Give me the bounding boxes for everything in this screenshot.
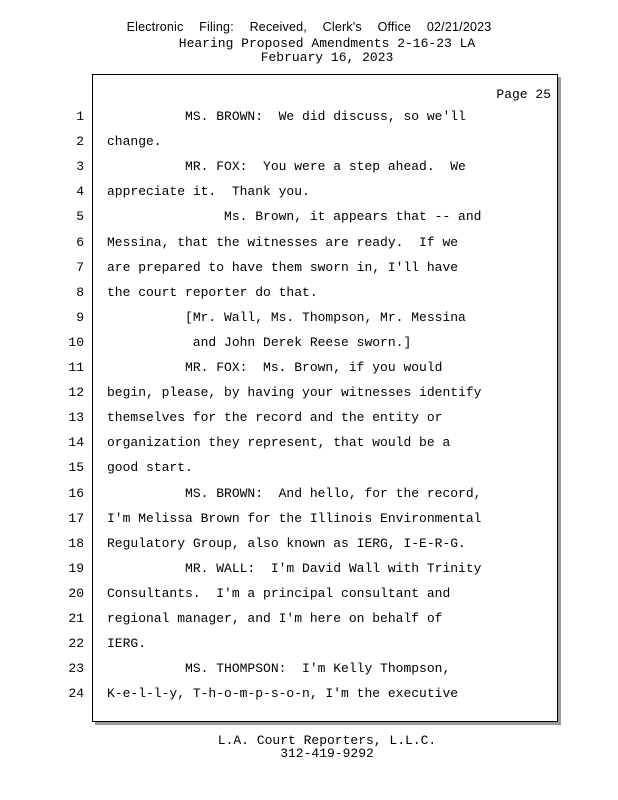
- line-text: MS. THOMPSON: I'm Kelly Thompson,: [107, 661, 451, 676]
- line-number: 4: [76, 184, 84, 199]
- line-text: MR. WALL: I'm David Wall with Trinity: [107, 561, 482, 576]
- line-text: change.: [107, 134, 162, 149]
- line-text: themselves for the record and the entity or: [107, 410, 443, 425]
- line-number: 13: [68, 410, 84, 425]
- line-number: 3: [76, 159, 84, 174]
- line-number: 19: [68, 561, 84, 576]
- stamp-office: Office: [377, 20, 412, 34]
- line-text: K-e-l-l-y, T-h-o-m-p-s-o-n, I'm the executive: [107, 686, 459, 701]
- line-number: 5: [76, 209, 84, 224]
- line-text: organization they represent, that would be a: [107, 435, 451, 450]
- stamp-date: 02/21/2023: [426, 20, 492, 34]
- line-number: 1: [76, 109, 84, 124]
- line-number: 14: [68, 435, 84, 450]
- footer-phone: 312-419-9292: [280, 746, 374, 761]
- line-number: 2: [76, 134, 84, 149]
- line-text: Messina, that the witnesses are ready. If we: [107, 235, 459, 250]
- line-text: MS. BROWN: We did discuss, so we'll: [107, 109, 466, 124]
- line-text: begin, please, by having your witnesses identify: [107, 385, 482, 400]
- line-number: 6: [76, 235, 84, 250]
- line-text: Ms. Brown, it appears that -- and: [107, 209, 482, 224]
- transcript-date: February 16, 2023: [260, 50, 394, 65]
- line-number: 15: [68, 460, 84, 475]
- line-number: 10: [68, 335, 84, 350]
- stamp-received: Received,: [249, 20, 307, 34]
- page-label: Page 25: [496, 87, 551, 102]
- line-text: are prepared to have them sworn in, I'll have: [107, 260, 459, 275]
- line-text: [Mr. Wall, Ms. Thompson, Mr. Messina: [107, 310, 466, 325]
- line-number: 8: [76, 285, 84, 300]
- line-text: regional manager, and I'm here on behalf of: [107, 611, 443, 626]
- line-number: 16: [68, 486, 84, 501]
- line-number: 18: [68, 536, 84, 551]
- line-number: 9: [76, 310, 84, 325]
- line-text: good start.: [107, 460, 193, 475]
- line-text: the court reporter do that.: [107, 285, 318, 300]
- transcript-title: Hearing Proposed Amendments 2-16-23 LA: [178, 36, 476, 51]
- line-text: IERG.: [107, 636, 147, 651]
- line-number: 21: [68, 611, 84, 626]
- filing-stamp: [0, 20, 618, 34]
- stamp-clerks: Clerk's: [322, 20, 362, 34]
- line-text: and John Derek Reese sworn.]: [107, 335, 412, 350]
- line-text: MS. BROWN: And hello, for the record,: [107, 486, 482, 501]
- line-number: 24: [68, 686, 84, 701]
- line-text: Regulatory Group, also known as IERG, I-E-R-G.: [107, 536, 466, 551]
- line-text: MR. FOX: You were a step ahead. We: [107, 159, 466, 174]
- line-number: 12: [68, 385, 84, 400]
- line-text: appreciate it. Thank you.: [107, 184, 310, 199]
- line-number: 20: [68, 586, 84, 601]
- line-text: MR. FOX: Ms. Brown, if you would: [107, 360, 443, 375]
- line-number: 17: [68, 511, 84, 526]
- line-number: 23: [68, 661, 84, 676]
- line-text: I'm Melissa Brown for the Illinois Environmental: [107, 511, 482, 526]
- footer-company: L.A. Court Reporters, L.L.C.: [217, 733, 437, 748]
- line-number: 22: [68, 636, 84, 651]
- stamp-filing: Filing:: [199, 20, 234, 34]
- line-number: 11: [68, 360, 84, 375]
- stamp-electronic: Electronic: [126, 20, 184, 34]
- line-text: Consultants. I'm a principal consultant and: [107, 586, 451, 601]
- line-number: 7: [76, 260, 84, 275]
